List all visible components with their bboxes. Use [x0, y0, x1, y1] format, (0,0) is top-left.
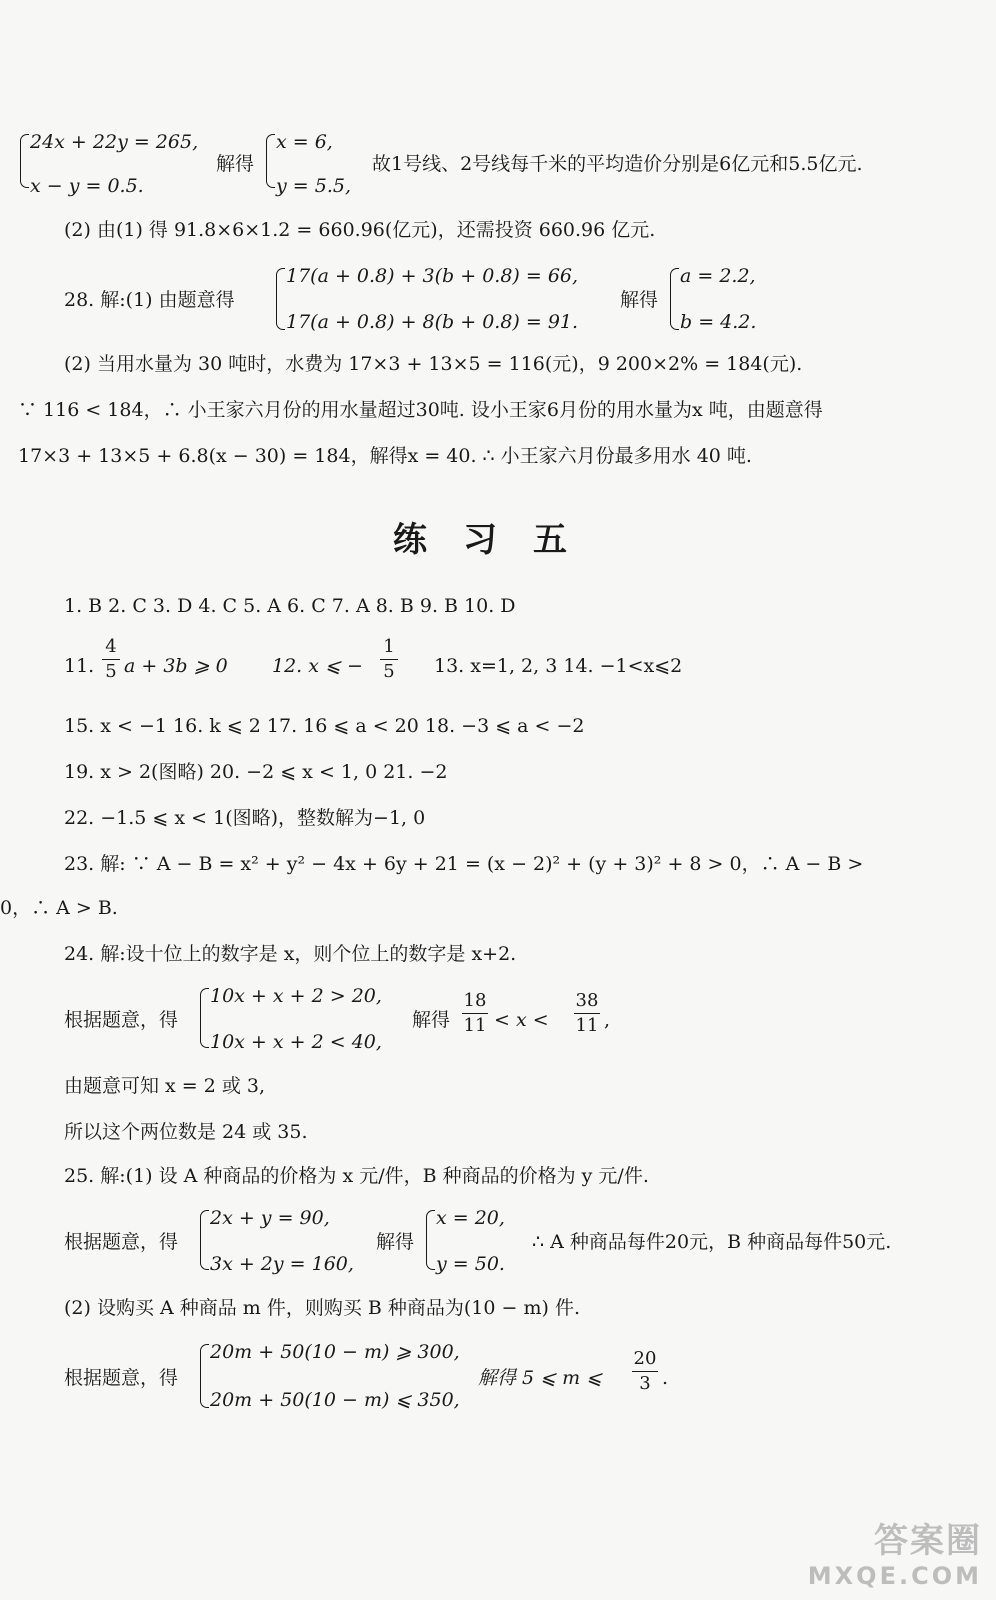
numerator: 4 [105, 636, 117, 657]
problem-lead: 28. 解:(1) 由题意得 [64, 289, 235, 311]
answer: 12. x ⩽ − [272, 655, 363, 677]
numerator: 38 [575, 990, 599, 1011]
text-line: 由题意可知 x = 2 或 3, [64, 1075, 266, 1097]
answer-number: 11. [64, 655, 95, 677]
answer: 13. x=1, 2, 3 14. −1<x⩽2 [434, 655, 683, 677]
denominator: 11 [575, 1015, 599, 1036]
fraction-bar [102, 659, 120, 660]
answer-row: 0，∴ A > B. [0, 897, 118, 919]
equation: 3x + 2y = 160, [210, 1253, 354, 1275]
solution: x = 20, [436, 1207, 505, 1229]
solve-label: 解得 [412, 1009, 451, 1031]
text-line: ∵ 116 < 184，∴ 小王家六月份的用水量超过30吨. 设小王家6月份的用水量为x 吨，由题意得 [18, 399, 823, 421]
watermark-logo: 答案圈 [874, 1521, 982, 1561]
text-line: 根据题意，得 [64, 1009, 179, 1031]
answer: a + 3b ⩾ 0 [124, 655, 228, 677]
punctuation: . [662, 1367, 669, 1389]
brace [200, 988, 209, 1048]
equation: 17(a + 0.8) + 3(b + 0.8) = 66, [286, 265, 579, 287]
fraction [380, 636, 398, 683]
brace [426, 1210, 435, 1270]
inequality: 10x + x + 2 < 40, [210, 1031, 382, 1053]
equation: x − y = 0.5. [30, 175, 144, 197]
denominator: 3 [639, 1373, 651, 1394]
inequality: 20m + 50(10 − m) ⩽ 350, [210, 1389, 460, 1411]
fraction [102, 636, 120, 683]
fraction-bar [380, 659, 398, 660]
denominator: 11 [463, 1015, 487, 1036]
conclusion: ∴ A 种商品每件20元，B 种商品每件50元. [532, 1231, 892, 1253]
fraction-bar [632, 1371, 658, 1372]
punctuation: , [604, 1009, 611, 1031]
problem-lead: 25. 解:(1) 设 A 种商品的价格为 x 元/件，B 种商品的价格为 y 元/件. [64, 1165, 649, 1187]
brace [276, 268, 285, 330]
text-line: 所以这个两位数是 24 或 35. [64, 1121, 308, 1143]
brace [200, 1344, 209, 1408]
solution: y = 50. [436, 1253, 505, 1275]
solve-label: 解得 [376, 1231, 415, 1253]
equation: 17(a + 0.8) + 8(b + 0.8) = 91. [286, 311, 579, 333]
problem-lead: 24. 解:设十位上的数字是 x，则个位上的数字是 x+2. [64, 943, 517, 965]
solution: y = 5.5, [276, 175, 351, 197]
denominator: 5 [383, 661, 395, 682]
text-line: (2) 设购买 A 种商品 m 件，则购买 B 种商品为(10 − m) 件. [64, 1297, 580, 1319]
solve-label: 解得 [216, 153, 255, 175]
text-line: 根据题意，得 [64, 1367, 179, 1389]
answer-row: 19. x > 2(图略) 20. −2 ⩽ x < 1, 0 21. −2 [64, 761, 448, 783]
numerator: 20 [633, 1348, 657, 1369]
brace [670, 268, 679, 330]
inequality: 10x + x + 2 > 20, [210, 985, 382, 1007]
answer-row: 23. 解: ∵ A − B = x² + y² − 4x + 6y + 21 = (x − 2)² + (y + 3)² + 8 > 0，∴ A − B > [64, 853, 864, 875]
text-line: (2) 由(1) 得 91.8×6×1.2 = 660.96(亿元)，还需投资 660.96 亿元. [64, 219, 656, 241]
solve-label: 解得 [620, 289, 659, 311]
fraction [462, 990, 488, 1037]
numerator: 1 [383, 636, 395, 657]
brace [266, 134, 275, 188]
fraction [632, 1348, 658, 1395]
fraction [574, 990, 600, 1037]
conclusion: 故1号线、2号线每千米的平均造价分别是6亿元和5.5亿元. [372, 153, 863, 175]
equation: 2x + y = 90, [210, 1207, 330, 1229]
watermark [808, 1513, 982, 1590]
brace [20, 134, 29, 188]
text-line: (2) 当用水量为 30 吨时，水费为 17×3 + 13×5 = 116(元)，9 200×2% = 184(元). [64, 353, 803, 375]
inequality: 解得 5 ⩽ m ⩽ [478, 1367, 603, 1389]
solution: x = 6, [276, 131, 333, 153]
fraction-bar [462, 1013, 488, 1014]
text-line: 根据题意，得 [64, 1231, 179, 1253]
section-title: 练习五 [393, 520, 603, 560]
answer-row: 1. B 2. C 3. D 4. C 5. A 6. C 7. A 8. B 9. B 10. D [64, 595, 516, 617]
watermark-url: MXQE.COM [807, 1562, 982, 1590]
equation: 24x + 22y = 265, [30, 131, 199, 153]
solution: b = 4.2. [680, 311, 757, 333]
fraction-bar [574, 1013, 600, 1014]
inequality: 20m + 50(10 − m) ⩾ 300, [210, 1341, 460, 1363]
solution: a = 2.2, [680, 265, 756, 287]
denominator: 5 [105, 661, 117, 682]
text-line: 17×3 + 13×5 + 6.8(x − 30) = 184，解得x = 40. ∴ 小王家六月份最多用水 40 吨. [18, 445, 752, 467]
numerator: 18 [463, 990, 487, 1011]
answer-row: 15. x < −1 16. k ⩽ 2 17. 16 ⩽ a < 20 18. −3 ⩽ a < −2 [64, 715, 585, 737]
answer-row: 22. −1.5 ⩽ x < 1(图略)，整数解为−1, 0 [64, 807, 426, 829]
inequality: < x < [494, 1009, 549, 1031]
brace [200, 1210, 209, 1270]
